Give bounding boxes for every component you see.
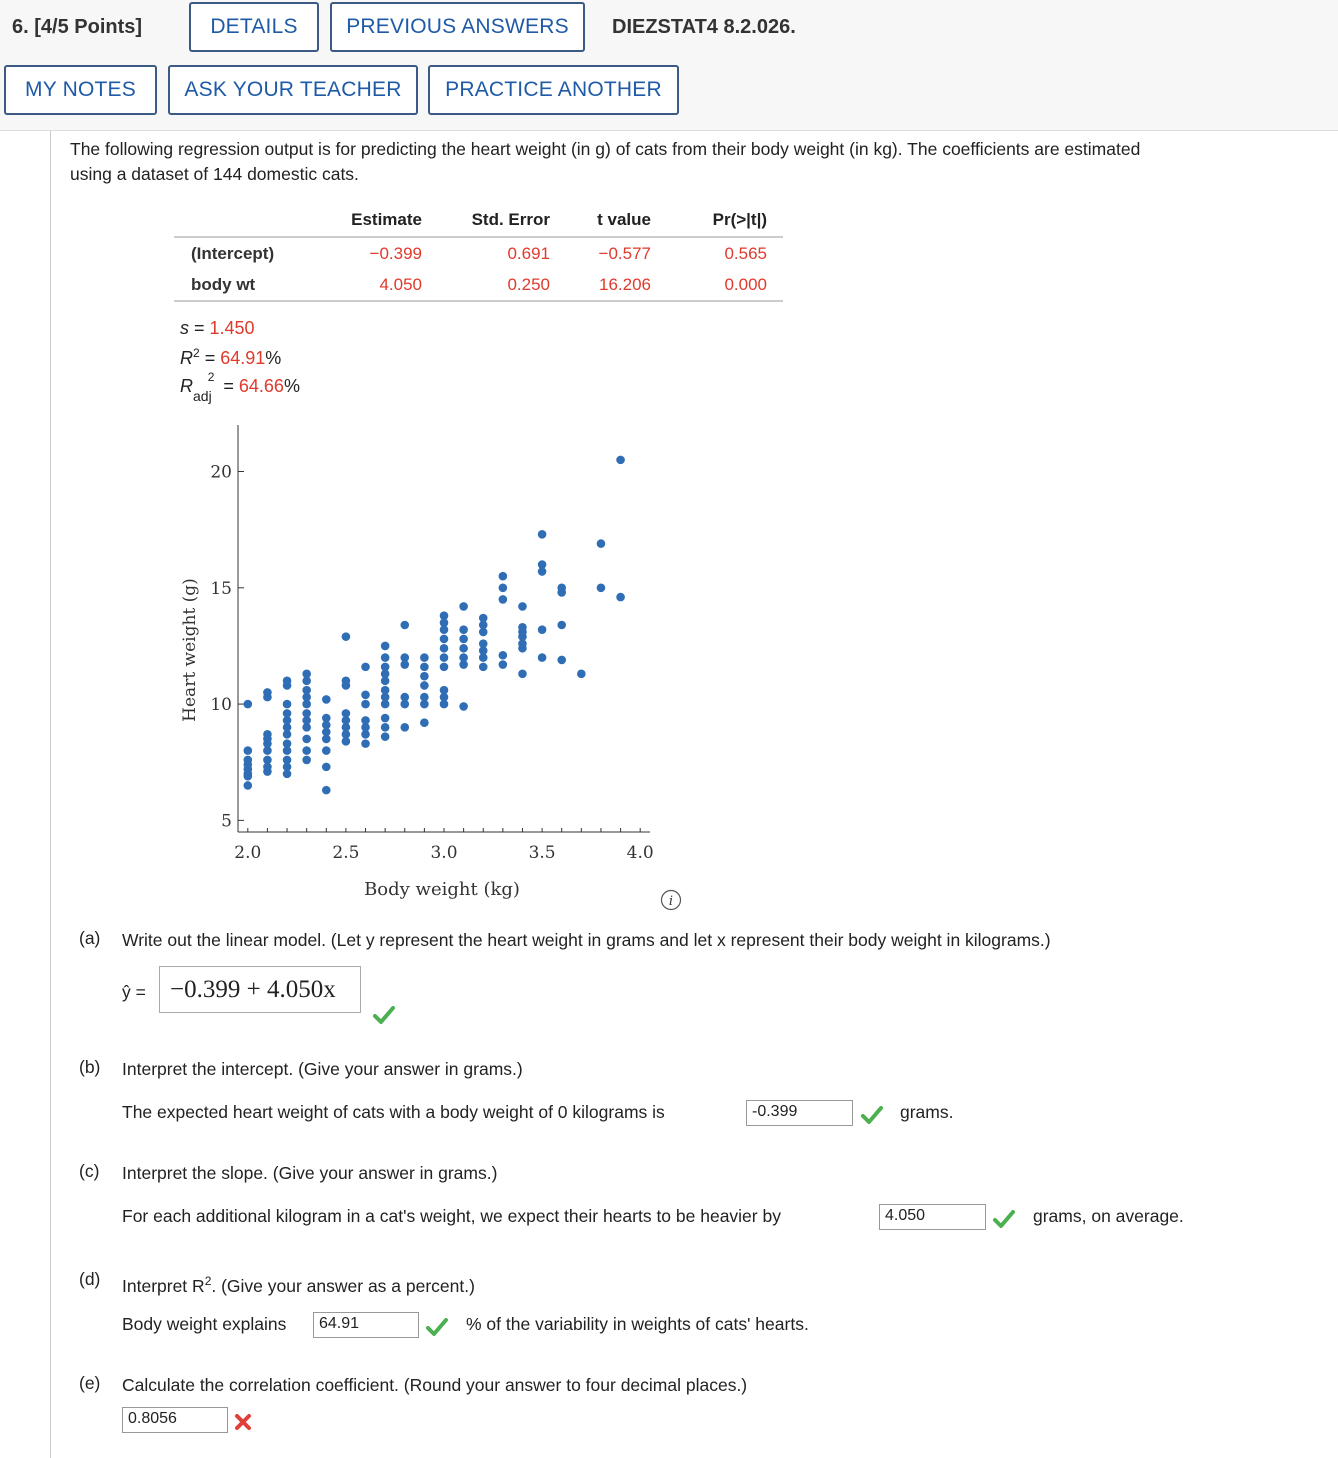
data-point [440,611,449,620]
data-point [518,623,527,632]
data-point [322,786,331,795]
part-e-question: Calculate the correlation coefficient. (Round your answer to four decimal places.) [122,1375,748,1395]
data-point [440,663,449,672]
data-point [302,735,311,744]
data-point [499,584,508,593]
part-d-tail: % of the variability in weights of cats' hearts. [466,1314,809,1334]
data-point [302,686,311,695]
data-point [244,781,253,790]
data-point [538,653,547,662]
data-point [459,602,468,611]
part-d-label: (d) [79,1269,101,1289]
data-point [538,625,547,634]
intercept-estimate: −0.399 [369,243,422,263]
data-point [616,593,625,602]
data-point [597,539,606,548]
body-wt-std-error: 0.250 [422,269,550,301]
data-point [283,709,292,718]
data-point [499,572,508,581]
data-point [361,739,370,748]
points-label: [4/5 Points] [34,16,143,38]
x-tick-label: 2.0 [234,843,262,863]
linear-model-answer[interactable]: −0.399 + 4.050x [159,966,361,1013]
data-point [263,730,272,739]
row-label-body-wt: body wt [174,269,314,301]
data-point [440,653,449,662]
intro-line-1: The following regression output is for predicting the heart weight (in g) of cats from their body weight (in kg). The coefficients are estimated [70,139,1141,159]
part-d-question-sup: 2 [204,1274,212,1288]
r2-percent: % [265,348,282,368]
scatter-plot [170,420,690,900]
data-point [459,635,468,644]
slope-answer-input[interactable]: 4.050 [879,1204,986,1230]
y-hat-label: ŷ = [122,982,146,1002]
data-point [479,663,488,672]
data-point [283,677,292,686]
data-point [381,732,390,741]
x-tick-label: 3.5 [528,843,556,863]
data-point [361,663,370,672]
data-point [597,584,606,593]
data-point [499,660,508,669]
data-point [420,693,429,702]
data-point [459,644,468,653]
data-point [283,756,292,765]
header-std-error: Std. Error [422,204,550,237]
data-point [381,663,390,672]
check-icon [861,1106,883,1124]
part-c-sentence: For each additional kilogram in a cat's weight, we expect their hearts to be heavier by [122,1206,781,1226]
incorrect-x-icon [234,1413,252,1431]
table-header-row [174,204,783,237]
data-point [499,651,508,660]
data-point [322,695,331,704]
data-point [616,456,625,465]
data-point [283,739,292,748]
header-blank [174,204,314,237]
data-point [459,702,468,711]
data-point [361,716,370,725]
data-point [342,677,351,686]
question-number: 6. [12,16,29,38]
data-point [577,670,586,679]
data-point [342,632,351,641]
data-point [342,709,351,718]
data-point [420,653,429,662]
part-d-sentence: Body weight explains [122,1314,287,1334]
data-point [244,772,253,781]
data-point [479,639,488,648]
y-axis-label: Heart weight (g) [180,578,200,722]
s-symbol: s [180,318,189,338]
body-wt-t-value: 16.206 [550,269,651,301]
data-point [381,686,390,695]
part-d-question-after: . (Give your answer as a percent.) [211,1275,475,1296]
data-point [440,644,449,653]
body-wt-estimate: 4.050 [314,269,422,301]
check-icon [373,1006,395,1024]
x-axis-label: Body weight (kg) [364,879,520,900]
stat-s: s = 1.450 [180,318,255,338]
stat-r2-adj: $R_{adj}^2 = 64.66\%$ [180,370,300,404]
data-point [381,714,390,723]
check-icon [426,1318,448,1336]
part-b-sentence: The expected heart weight of cats with a body weight of 0 kilograms is [122,1102,665,1122]
data-point [381,723,390,732]
problem-code: DIEZSTAT4 8.2.026. [612,16,796,38]
my-notes-button[interactable]: MY NOTES [4,65,157,115]
row-label-intercept: (Intercept) [191,243,275,263]
part-d-question-before: Interpret R [122,1275,205,1296]
data-point [302,756,311,765]
r2-value: 64.91 [220,348,266,368]
x-tick-label: 4.0 [626,843,654,863]
data-point [538,560,547,569]
data-point [283,700,292,709]
data-point [420,681,429,690]
practice-another-button[interactable]: PRACTICE ANOTHER [428,65,679,115]
data-point [518,670,527,679]
header-t-value: t value [550,204,651,237]
y-ticks [210,463,244,832]
data-point [479,614,488,623]
table-row [174,237,783,269]
intercept-p-value: 0.565 [724,243,767,263]
intercept-answer-input[interactable]: -0.399 [746,1100,853,1126]
data-point [459,625,468,634]
intercept-t-value: −0.577 [598,243,651,263]
data-point [557,621,566,630]
data-point [302,670,311,679]
s-value: 1.450 [209,318,255,338]
y-tick-label: 10 [210,695,232,716]
data-point [440,686,449,695]
data-point [499,595,508,604]
header-p-value: Pr(>|t|) [651,204,767,237]
data-point [420,663,429,672]
x-tick-label: 3.0 [430,843,458,863]
stat-r2: $R^2 = 64.91\%$ [180,346,282,368]
data-point [244,756,253,765]
data-point [322,714,331,723]
header-estimate: Estimate [314,204,422,237]
data-point [381,642,390,651]
r-squared-answer-input[interactable]: 64.91 [313,1312,419,1338]
data-point [322,746,331,755]
part-a-label: (a) [79,928,101,948]
data-point [263,756,272,765]
data-point [322,763,331,772]
part-a-question: Write out the linear model. (Let y represent the heart weight in grams and let x represent their body weight in kilograms.) [122,930,1051,950]
y-tick-label: 5 [221,811,232,832]
details-button[interactable]: DETAILS [189,2,319,52]
part-b-label: (b) [79,1057,101,1077]
body-wt-p-value: 0.000 [651,269,767,301]
ask-your-teacher-button[interactable]: ASK YOUR TEACHER [168,65,418,115]
data-point [263,688,272,697]
svg-text:i: i [668,894,674,909]
data-point [302,709,311,718]
intro-line-2: using a dataset of 144 domestic cats. [70,164,359,184]
question-points [12,16,142,39]
data-point [400,723,409,732]
data-points [244,456,625,795]
part-b-units: grams. [900,1102,954,1122]
data-point [361,690,370,699]
part-c-label: (c) [79,1161,100,1181]
data-point [400,621,409,630]
data-point [302,746,311,755]
y-tick-label: 20 [210,462,232,483]
y-tick-label: 15 [210,578,232,599]
data-point [244,746,253,755]
data-point [459,653,468,662]
data-point [420,672,429,681]
previous-answers-button[interactable]: PREVIOUS ANSWERS [330,2,585,52]
x-tick-label: 2.5 [332,843,360,863]
data-point [400,653,409,662]
part-b-question: Interpret the intercept. (Give your answer in grams.) [122,1059,523,1079]
r2-adj-percent: % [283,376,300,396]
info-icon[interactable] [660,889,682,911]
part-c-question: Interpret the slope. (Give your answer in grams.) [122,1163,498,1183]
intercept-std-error: 0.691 [507,243,550,263]
data-point [538,530,547,539]
question-left-border [50,131,51,1458]
intro-text [70,137,1140,187]
x-ticks [234,828,653,863]
data-point [244,700,253,709]
data-point [361,700,370,709]
check-icon [993,1210,1015,1228]
data-point [518,602,527,611]
part-d-question [122,1269,475,1299]
part-c-units: grams, on average. [1033,1206,1184,1226]
data-point [440,635,449,644]
data-point [400,693,409,702]
data-point [557,656,566,665]
data-point [420,718,429,727]
data-point [557,584,566,593]
r2-adj-value: 64.66 [238,376,284,396]
correlation-answer-input[interactable]: 0.8056 [122,1407,228,1433]
question-header [0,0,1338,131]
regression-output-table [174,204,783,302]
part-e-label: (e) [79,1373,101,1393]
data-point [381,653,390,662]
table-row [174,269,783,301]
